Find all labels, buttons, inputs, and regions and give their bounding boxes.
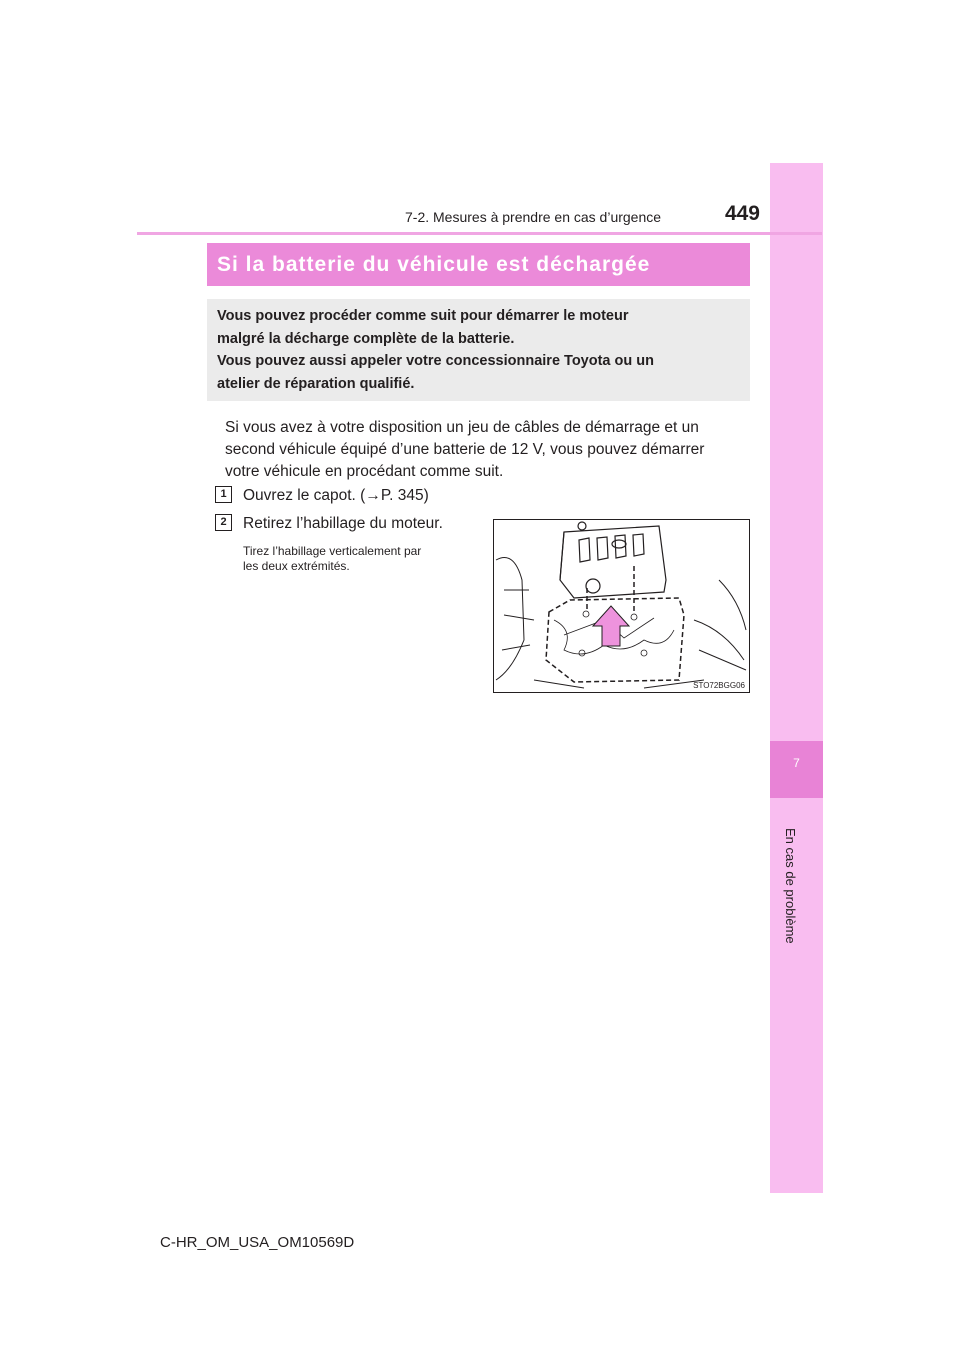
document-code: C-HR_OM_USA_OM10569D bbox=[160, 1234, 355, 1251]
section-title: Si la batterie du véhicule est déchargée bbox=[217, 253, 651, 276]
section-heading: 7-2. Mesures à prendre en cas d’urgence bbox=[405, 209, 662, 225]
step-number-badge: 2 bbox=[215, 514, 232, 531]
step-note-line: Tirez l’habillage verticalement par bbox=[243, 544, 422, 558]
header-divider bbox=[137, 232, 822, 235]
figure-code: STO72BGG06 bbox=[693, 681, 745, 690]
intro-line: atelier de réparation qualifié. bbox=[217, 376, 415, 392]
engine-bay-drawing bbox=[494, 520, 749, 692]
step-note-line: les deux extrémités. bbox=[243, 559, 350, 573]
step-number-badge: 1 bbox=[215, 486, 232, 503]
intro-line: Vous pouvez aussi appeler votre concessionnaire Toyota ou un bbox=[217, 353, 654, 369]
chapter-side-tab bbox=[770, 163, 823, 1193]
intro-line: malgré la décharge complète de la batterie. bbox=[217, 331, 515, 347]
chapter-number: 7 bbox=[793, 756, 800, 770]
step-text: Retirez l’habillage du moteur. bbox=[243, 515, 443, 532]
body-text-line: votre véhicule en procédant comme suit. bbox=[225, 463, 504, 480]
body-text-line: Si vous avez à votre disposition un jeu de câbles de démarrage et un bbox=[225, 419, 699, 436]
page-number: 449 bbox=[724, 202, 760, 225]
chapter-title: En cas de problème bbox=[783, 828, 798, 944]
engine-cover-illustration bbox=[493, 519, 750, 693]
body-text-line: second véhicule équipé d’une batterie de 12 V, vous pouvez démarrer bbox=[225, 441, 705, 458]
intro-line: Vous pouvez procéder comme suit pour démarrer le moteur bbox=[217, 308, 629, 324]
step-text: Ouvrez le capot. (→P. 345) bbox=[243, 487, 429, 504]
